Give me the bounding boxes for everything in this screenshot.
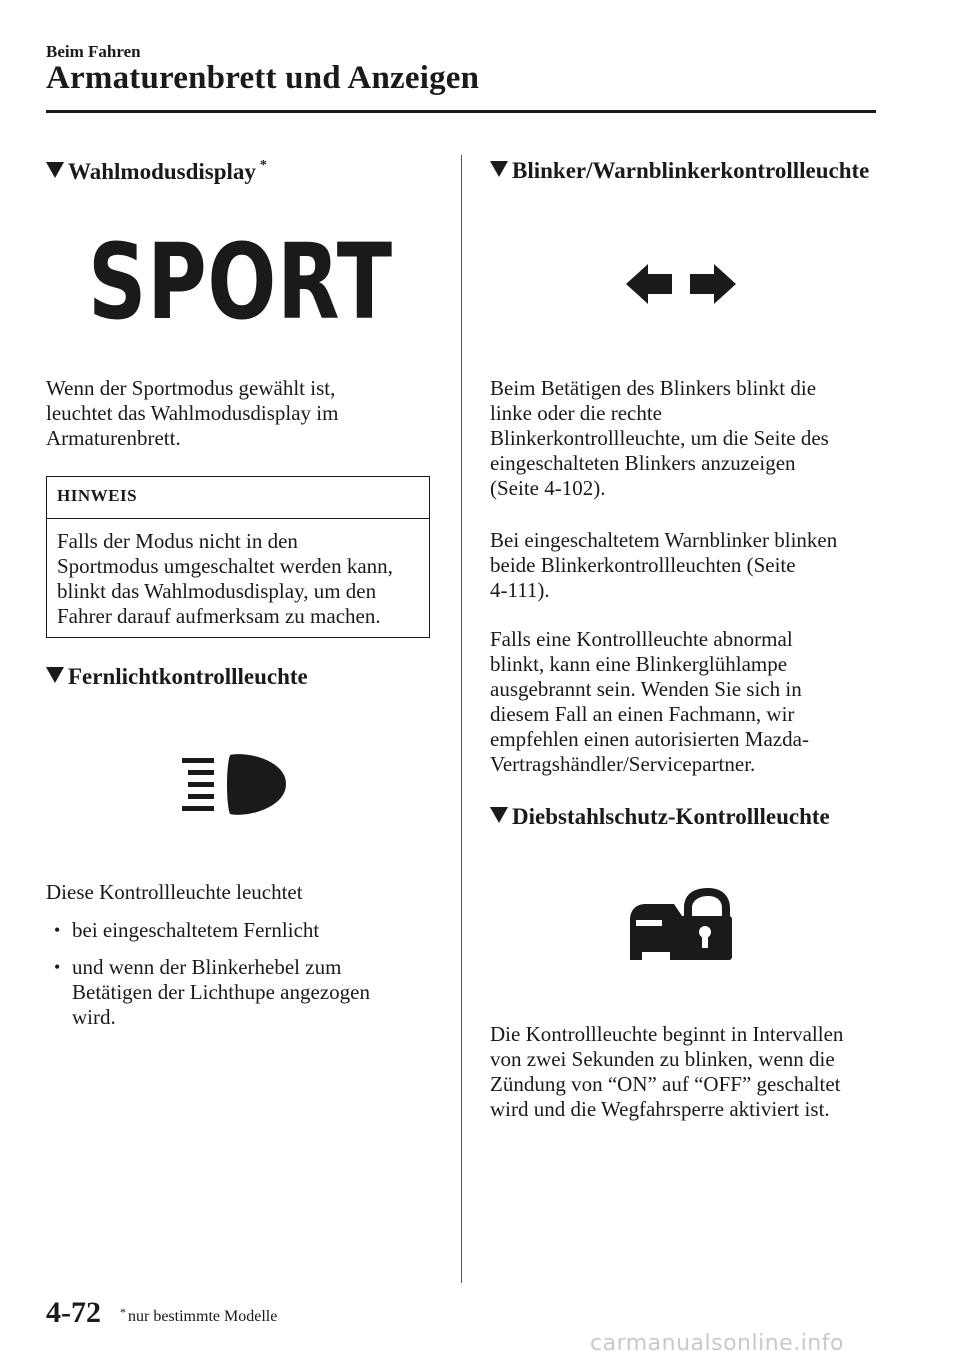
car-lock-icon bbox=[626, 886, 734, 962]
footnote-marker: * bbox=[259, 158, 267, 173]
high-beam-icon bbox=[180, 752, 292, 824]
fernlicht-intro: Diese Kontrollleuchte leuchtet bbox=[46, 880, 303, 904]
blinker-paragraph-1: Beim Betätigen des Blinkers blinkt die linke oder die rechte Blinkerkontrollleuchte, um die Seite des eingeschalteten Blinkers anzuzeigen (Seite 4-102). bbox=[490, 376, 829, 500]
column-divider bbox=[461, 155, 462, 1283]
triangle-bullet-icon bbox=[490, 807, 508, 823]
heading-text: Fernlichtkontrollleuchte bbox=[68, 664, 308, 689]
diebstahl-description: Die Kontrollleuchte beginnt in Intervallen von zwei Sekunden zu blinken, wenn die Zündung von “ON” auf “OFF” geschaltet wird und die Wegfahrsperre aktiviert ist. bbox=[490, 1022, 844, 1121]
chapter-label: Beim Fahren bbox=[46, 42, 141, 61]
note-label: HINWEIS bbox=[47, 477, 429, 519]
note-box bbox=[46, 476, 430, 638]
wahlmodus-description: Wenn der Sportmodus gewählt ist, leuchtet das Wahlmodusdisplay im Armaturenbrett. bbox=[46, 376, 339, 450]
watermark: carmanualsonline.info bbox=[590, 1331, 844, 1356]
triangle-bullet-icon bbox=[46, 162, 64, 178]
blinker-paragraph-3: Falls eine Kontrollleuchte abnormal blinkt, kann eine Blinkerglühlampe ausgebrannt sein. Wenden Sie sich in diesem Fall an einen Fachmann, wir empfehlen einen autorisierten Mazda- Vertragshändler/Servicepartner. bbox=[490, 627, 809, 776]
fernlicht-bullet-list bbox=[46, 918, 426, 1042]
heading-text: Blinker/Warnblinkerkontrollleuchte bbox=[512, 158, 870, 183]
heading-fernlicht bbox=[46, 664, 308, 690]
heading-text: Diebstahlschutz-Kontrollleuchte bbox=[512, 804, 830, 829]
heading-wahlmodusdisplay bbox=[46, 158, 267, 185]
page-title: Armaturenbrett und Anzeigen bbox=[46, 60, 480, 96]
note-text: Falls der Modus nicht in den Sportmodus umgeschaltet werden kann, blinkt das Wahlmodusdisplay, um den Fahrer darauf aufmerksam zu machen. bbox=[57, 529, 393, 628]
list-item: • und wenn der Blinkerhebel zum Betätigen der Lichthupe angezogen wird. bbox=[46, 955, 426, 1030]
heading-text: Wahlmodusdisplay bbox=[68, 159, 256, 184]
blinker-paragraph-2: Bei eingeschaltetem Warnblinker blinken beide Blinkerkontrollleuchten (Seite 4-111). bbox=[490, 528, 838, 602]
footnote-marker: * bbox=[120, 1305, 126, 1319]
page-number: 4-72 bbox=[46, 1296, 101, 1329]
footnote: * nur bestimmte Modelle bbox=[120, 1305, 278, 1325]
header-rule bbox=[46, 110, 876, 113]
list-item: • bei eingeschaltetem Fernlicht bbox=[46, 918, 426, 943]
heading-blinker bbox=[490, 158, 869, 184]
heading-diebstahlschutz bbox=[490, 804, 830, 830]
sport-mode-display-graphic: SPORT bbox=[88, 221, 393, 343]
triangle-bullet-icon bbox=[46, 667, 64, 683]
triangle-bullet-icon bbox=[490, 161, 508, 177]
turn-signal-arrows-icon bbox=[624, 262, 738, 306]
